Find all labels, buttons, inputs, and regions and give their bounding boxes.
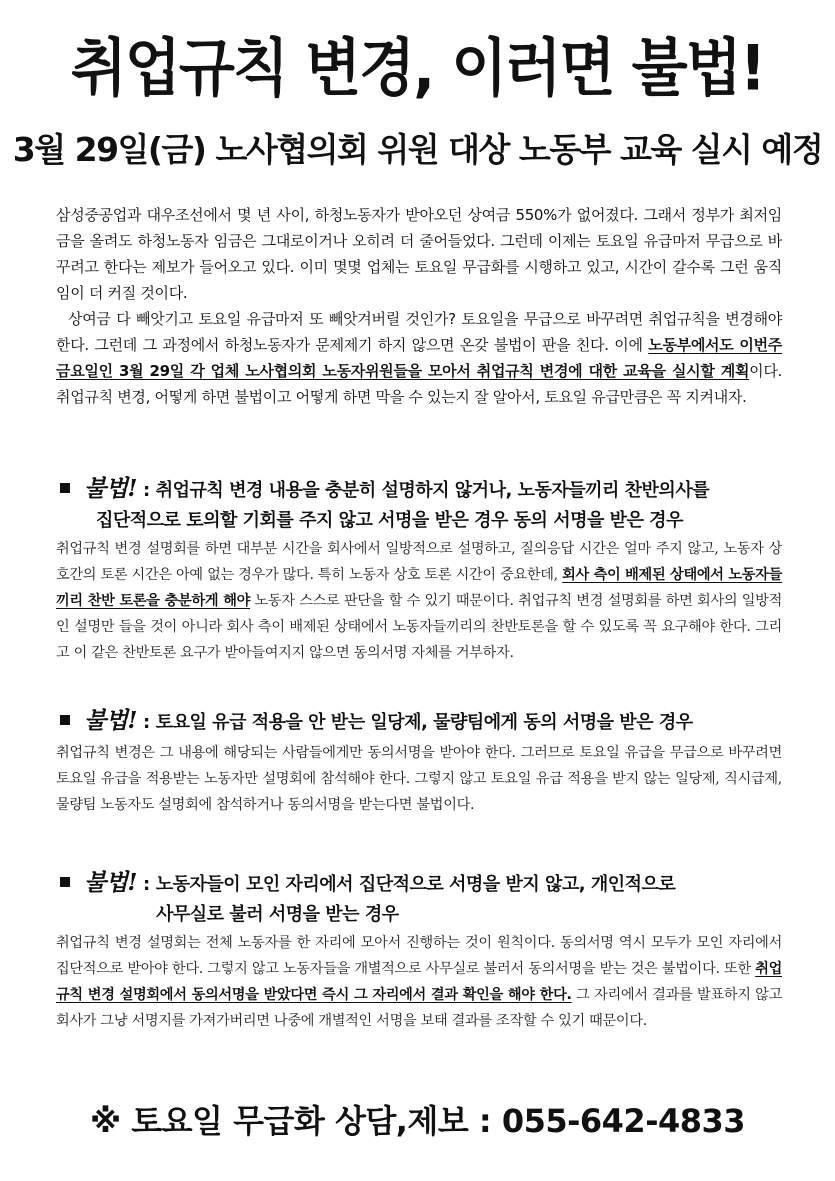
section-1-body (56, 536, 782, 666)
section-1-body-underlined: 회사 측이 배제된 상태에서 노동자들끼리 찬반 토론을 충분하게 해야 (56, 567, 782, 609)
illegal-label: 불법! (84, 707, 138, 734)
section-3-body (56, 930, 782, 1034)
intro-p2-text-a: 상여금 다 빼앗기고 토요일 유급마저 또 빼앗겨버릴 것인가? 토요일을 무급으로 바꾸려면 취업규칙을 변경해야 한다. 그런데 그 과정에서 하청노동자가 문제제기 하지 않으면 온갖 불법이 판을 친다. 이에 (56, 310, 782, 354)
heading-colon: : (143, 874, 150, 895)
intro-paragraph-1: 삼성중공업과 대우조선에서 몇 년 사이, 하청노동자가 받아오던 상여금 550%가 없어졌다. 그래서 정부가 최저임금을 올려도 하청노동자 임금은 그대로이거나 오히려 더 줄어들었다. 그런데 이제는 토요일 유급마저 무급으로 바꾸려고 한다는 제보가 들어오고 있다. 이미 몇몇 업체는 토요일 무급화를 시행하고 있고, 시간이 갈수록 그런 움직임이 더 커질 것이다. (56, 206, 782, 302)
illegal-label: 불법! (84, 869, 138, 896)
section-3-body-text-a: 취업규칙 변경 설명회는 전체 노동자를 한 자리에 모아서 진행하는 것이 원칙이다. 동의서명 역시 모두가 모인 자리에서 집단적으로 받아야 한다. 그렇지 않고 노동자들을 개별적으로 사무실로 불러서 동의서명을 받는 것은 불법이다. 또한 (56, 935, 782, 977)
page-title: 취업규칙 변경, 이러면 불법! (70, 31, 765, 105)
heading-colon: : (143, 712, 150, 733)
intro-p2-underlined: 노동부에서도 이번주 금요일인 3월 29일 각 업체 노사협의회 노동자위원들을 모아서 취업규칙 변경에 대한 교육을 실시할 계획 (56, 336, 782, 380)
section-2-body-text: 취업규칙 변경은 그 내용에 해당되는 사람들에게만 동의서명을 받아야 한다. 그러므로 토요일 유급을 무급으로 바꾸려면 토요일 유급을 적용받는 노동자만 설명회에 참석해야 한다. 그렇지 않고 토요일 유급 적용을 받지 않는 일당제, 직시급제, 물량팀 노동자도 설명회에 참석하거나 동의서명을 받는다면 불법이다. (56, 745, 782, 813)
section-2-heading-line-1: 토요일 유급 적용을 안 받는 일당제, 물량팀에게 동의 서명을 받은 경우 (155, 712, 693, 733)
section-3-heading-line-1: 노동자들이 모인 자리에서 집단적으로 서명을 받지 않고, 개인적으로 (155, 874, 676, 895)
section-3-heading-line-2: 사무실로 불러 서명을 받는 경우 (156, 904, 399, 925)
square-bullet-icon (60, 715, 70, 725)
section-3-body-underlined: 취업규칙 변경 설명회에서 동의서명을 받았다면 즉시 그 자리에서 결과 확인을 해야 한다. (56, 961, 782, 1003)
square-bullet-icon (60, 483, 70, 493)
contact-footer: ※ 토요일 무급화 상담,제보 : 055-642-4833 (89, 1102, 746, 1140)
section-1-heading-line-2: 집단적으로 토의할 기회를 주지 않고 서명을 받은 경우 동의 서명을 받은 경우 (96, 510, 683, 531)
section-2-heading (56, 706, 796, 738)
section-1-heading (56, 474, 796, 536)
intro-text (56, 202, 782, 410)
section-3-heading (56, 868, 796, 930)
section-2-body (56, 740, 782, 818)
section-1-heading-line-1: 취업규칙 변경 내용을 충분히 설명하지 않거나, 노동자들끼리 찬반의사를 (155, 480, 710, 501)
page-subtitle: 3월 29일(금) 노사협의회 위원 대상 노동부 교육 실시 예정 (12, 130, 823, 169)
intro-paragraph-2 (56, 306, 782, 410)
illegal-label: 불법! (84, 475, 138, 502)
square-bullet-icon (60, 877, 70, 887)
section-3-body-text-b: 그 자리에서 결과를 발표하지 않고 회사가 그냥 서명지를 가져가버리면 나중에 개별적인 서명을 보태 결과를 조작할 수 있기 때문이다. (56, 987, 782, 1029)
section-1-body-text-a: 취업규칙 변경 설명회를 하면 대부분 시간을 회사에서 일방적으로 설명하고, 질의응답 시간은 얼마 주지 않고, 노동자 상호간의 토론 시간은 아예 없는 경우가 많다. 특히 노동자 상호 토론 시간이 중요한데, (56, 541, 782, 583)
section-1-body-text-b: 노동자 스스로 판단을 할 수 있기 때문이다. 취업규칙 변경 설명회를 하면 회사의 일방적인 설명만 들을 것이 아니라 회사 측이 배제된 상태에서 노동자들끼리의 찬반토론을 할 수 있도록 꼭 요구해야 한다. 그리고 이 같은 찬반토론 요구가 받아들여지지 않으면 동의서명 자체를 거부하자. (56, 593, 782, 661)
intro-p2-text-b: 이다. 취업규칙 변경, 어떻게 하면 불법이고 어떻게 하면 막을 수 있는지 잘 알아서, 토요일 유급만큼은 꼭 지켜내자. (56, 362, 782, 406)
heading-colon: : (143, 480, 150, 501)
